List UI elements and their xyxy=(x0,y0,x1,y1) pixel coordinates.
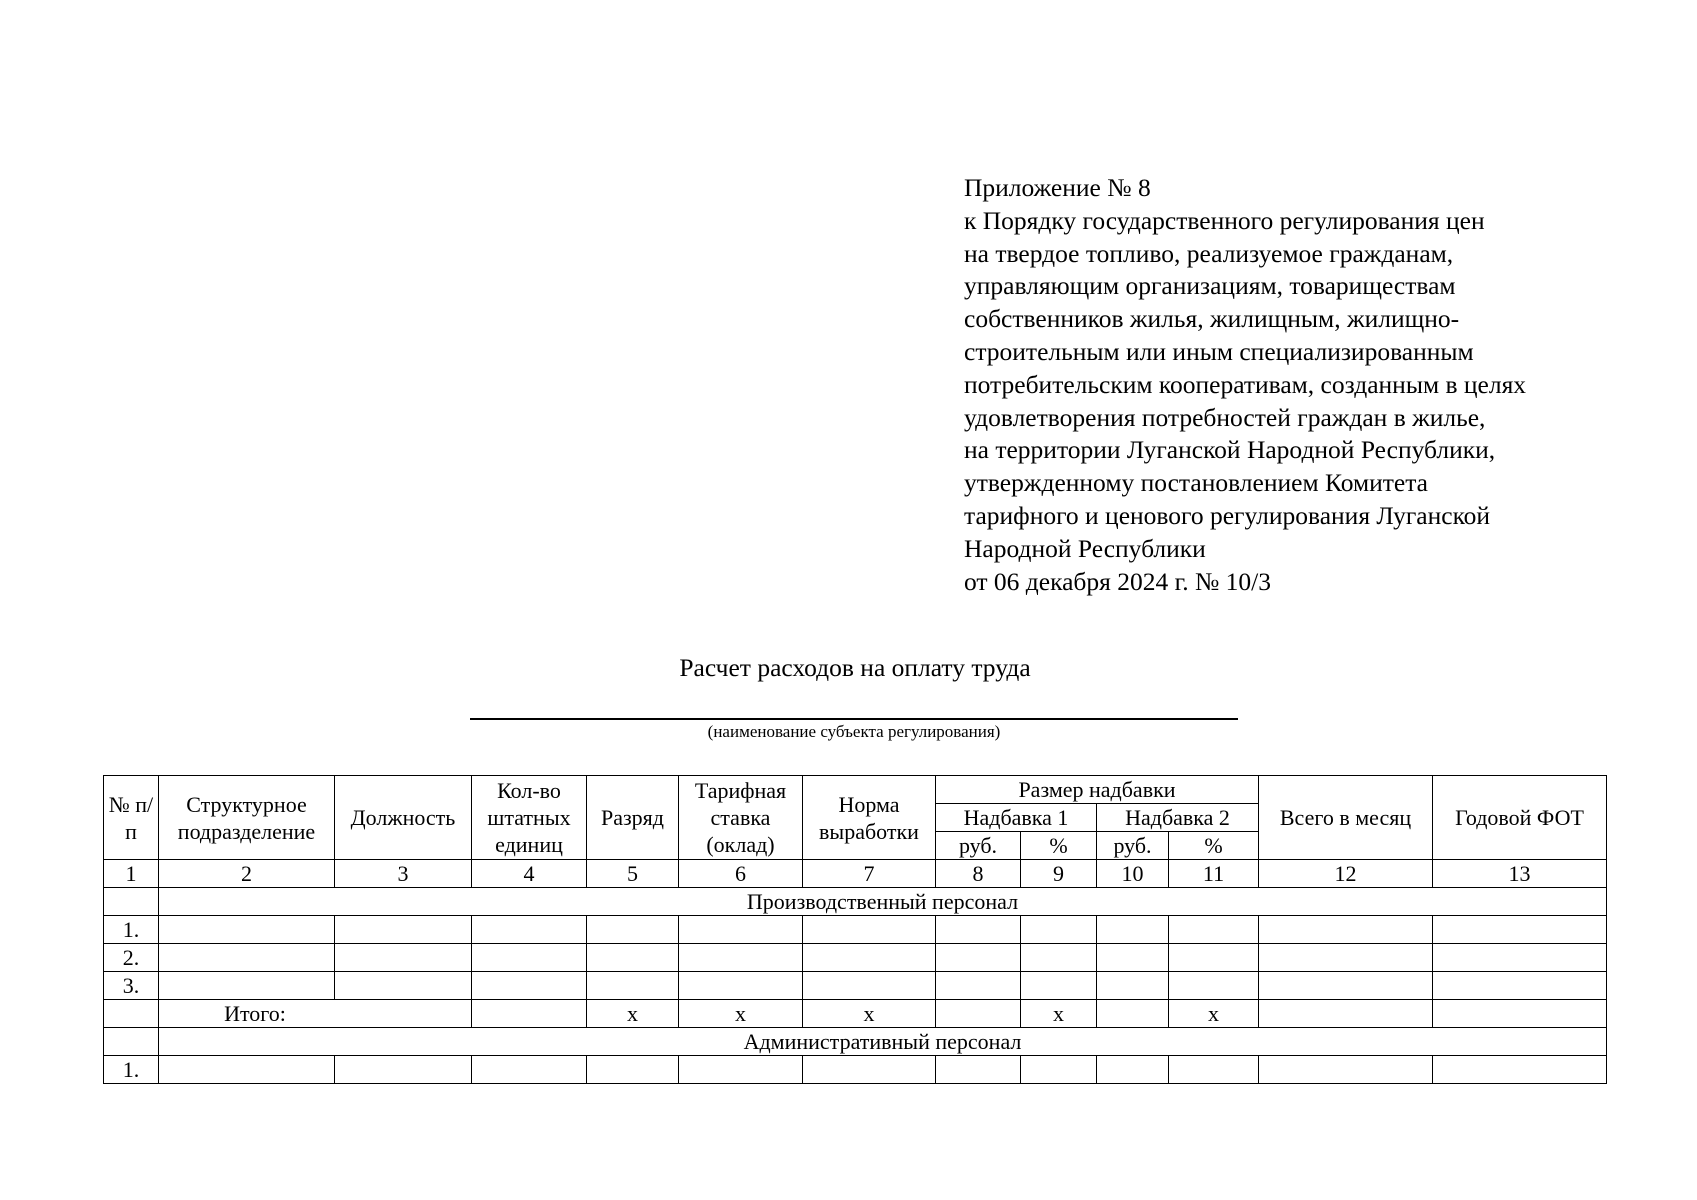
section-row-administrative xyxy=(104,1028,1607,1056)
table-cell xyxy=(472,1000,587,1028)
header-num: № п/п xyxy=(104,776,159,860)
annex-line: удовлетворения потребностей граждан в жилье, xyxy=(964,402,1486,432)
table-cell xyxy=(472,916,587,944)
header-division: Структурное подразделение xyxy=(159,776,335,860)
table-cell xyxy=(803,1056,936,1084)
table-cell xyxy=(587,944,679,972)
column-number: 1 xyxy=(104,860,159,888)
column-number: 7 xyxy=(803,860,936,888)
table-cell xyxy=(1433,972,1607,1000)
header-pct-1: % xyxy=(1021,832,1097,860)
table-cell xyxy=(1433,944,1607,972)
x-mark: x xyxy=(1021,1000,1097,1028)
section-row-production xyxy=(104,888,1607,916)
column-number: 8 xyxy=(936,860,1021,888)
table-cell xyxy=(1169,916,1259,944)
row-number: 1. xyxy=(104,916,159,944)
header-pct-2: % xyxy=(1169,832,1259,860)
annex-line: тарифного и ценового регулирования Луганской xyxy=(964,500,1491,530)
header-annual-fot: Годовой ФОТ xyxy=(1433,776,1607,860)
section-title-administrative: Административный персонал xyxy=(159,1028,1607,1056)
row-number: 1. xyxy=(104,1056,159,1084)
column-number: 6 xyxy=(679,860,803,888)
header-allowance-size: Размер надбавки xyxy=(936,776,1259,804)
table-cell xyxy=(1021,916,1097,944)
table-cell xyxy=(1433,1056,1607,1084)
column-number: 10 xyxy=(1097,860,1169,888)
table-cell xyxy=(472,944,587,972)
table-cell xyxy=(159,972,335,1000)
row-number: 3. xyxy=(104,972,159,1000)
row-number: 2. xyxy=(104,944,159,972)
annex-line: потребительским кооперативам, созданным в целях xyxy=(964,369,1527,399)
annex-line: управляющим организациям, товариществам xyxy=(964,271,1456,301)
header-output-norm: Норма выработки xyxy=(803,776,936,860)
annex-header xyxy=(964,172,1664,598)
annex-line: собственников жилья, жилищным, жилищно- xyxy=(964,304,1460,334)
column-number: 13 xyxy=(1433,860,1607,888)
table-cell xyxy=(1259,916,1433,944)
table-cell xyxy=(159,1056,335,1084)
table-cell xyxy=(1021,1056,1097,1084)
table-cell xyxy=(1259,972,1433,1000)
column-number: 4 xyxy=(472,860,587,888)
table-cell xyxy=(1169,944,1259,972)
header-allowance-2: Надбавка 2 xyxy=(1097,804,1259,832)
table-row xyxy=(104,972,1607,1000)
header-allowance-1: Надбавка 1 xyxy=(936,804,1097,832)
table-cell xyxy=(936,972,1021,1000)
table-cell xyxy=(104,888,159,916)
annex-line: на твердое топливо, реализуемое гражданам, xyxy=(964,238,1454,268)
table-cell xyxy=(936,1056,1021,1084)
table-cell xyxy=(587,1056,679,1084)
table-cell xyxy=(1259,1056,1433,1084)
header-position: Должность xyxy=(335,776,472,860)
header-staff-units: Кол-во штатных единиц xyxy=(472,776,587,860)
table-row xyxy=(104,944,1607,972)
table-cell xyxy=(1097,916,1169,944)
table-cell xyxy=(1259,1000,1433,1028)
table-cell xyxy=(803,944,936,972)
section-title-production: Производственный персонал xyxy=(159,888,1607,916)
table-cell xyxy=(335,972,472,1000)
table-cell xyxy=(679,1056,803,1084)
total-label: Итого: xyxy=(159,1000,472,1028)
table-cell xyxy=(679,972,803,1000)
x-mark: x xyxy=(679,1000,803,1028)
table-cell xyxy=(472,1056,587,1084)
header-rub-2: руб. xyxy=(1097,832,1169,860)
document-title: Расчет расходов на оплату труда xyxy=(679,653,1031,682)
table-cell xyxy=(1097,972,1169,1000)
table-row xyxy=(104,916,1607,944)
table-cell xyxy=(1097,944,1169,972)
x-mark: x xyxy=(587,1000,679,1028)
column-number: 5 xyxy=(587,860,679,888)
annex-line: Приложение № 8 xyxy=(964,173,1151,202)
subject-name-line xyxy=(470,718,1238,720)
header-per-month: Всего в месяц xyxy=(1259,776,1433,860)
column-number: 12 xyxy=(1259,860,1433,888)
table-cell xyxy=(1169,1056,1259,1084)
table-cell xyxy=(1097,1000,1169,1028)
table-cell xyxy=(679,916,803,944)
annex-line: Народной Республики xyxy=(964,533,1206,563)
table-cell xyxy=(104,1028,159,1056)
x-mark: x xyxy=(1169,1000,1259,1028)
table-row xyxy=(104,1056,1607,1084)
header-tariff-rate: Тарифная ставка (оклад) xyxy=(679,776,803,860)
column-number: 2 xyxy=(159,860,335,888)
table-cell xyxy=(159,944,335,972)
table-cell xyxy=(1433,916,1607,944)
x-mark: x xyxy=(803,1000,936,1028)
table-cell xyxy=(587,916,679,944)
annex-line: строительным или иным специализированным xyxy=(964,336,1474,366)
table-cell xyxy=(1259,944,1433,972)
table-cell xyxy=(587,972,679,1000)
column-number: 9 xyxy=(1021,860,1097,888)
table-cell xyxy=(1433,1000,1607,1028)
table-cell xyxy=(936,944,1021,972)
header-rub-1: руб. xyxy=(936,832,1021,860)
table-cell xyxy=(936,1000,1021,1028)
table-cell xyxy=(936,916,1021,944)
annex-line: утвержденному постановлением Комитета xyxy=(964,468,1428,498)
annex-line: к Порядку государственного регулирования цен xyxy=(964,205,1485,235)
table-cell xyxy=(335,1056,472,1084)
table-cell xyxy=(1021,972,1097,1000)
column-number: 3 xyxy=(335,860,472,888)
table-cell xyxy=(159,916,335,944)
table-cell xyxy=(335,944,472,972)
table-cell xyxy=(1021,944,1097,972)
table-cell xyxy=(335,916,472,944)
annex-line: от 06 декабря 2024 г. № 10/3 xyxy=(964,566,1271,596)
table-cell xyxy=(803,972,936,1000)
header-grade: Разряд xyxy=(587,776,679,860)
subject-name-caption: (наименование субъекта регулирования) xyxy=(707,722,1001,741)
table-cell xyxy=(1097,1056,1169,1084)
payroll-table xyxy=(103,775,1607,1084)
total-row xyxy=(104,1000,1607,1028)
table-cell xyxy=(472,972,587,1000)
table-cell xyxy=(803,916,936,944)
column-number-row xyxy=(104,860,1607,888)
column-number: 11 xyxy=(1169,860,1259,888)
annex-line: на территории Луганской Народной Республики, xyxy=(964,435,1496,465)
table-cell xyxy=(104,1000,159,1028)
table-cell xyxy=(1169,972,1259,1000)
table-cell xyxy=(679,944,803,972)
